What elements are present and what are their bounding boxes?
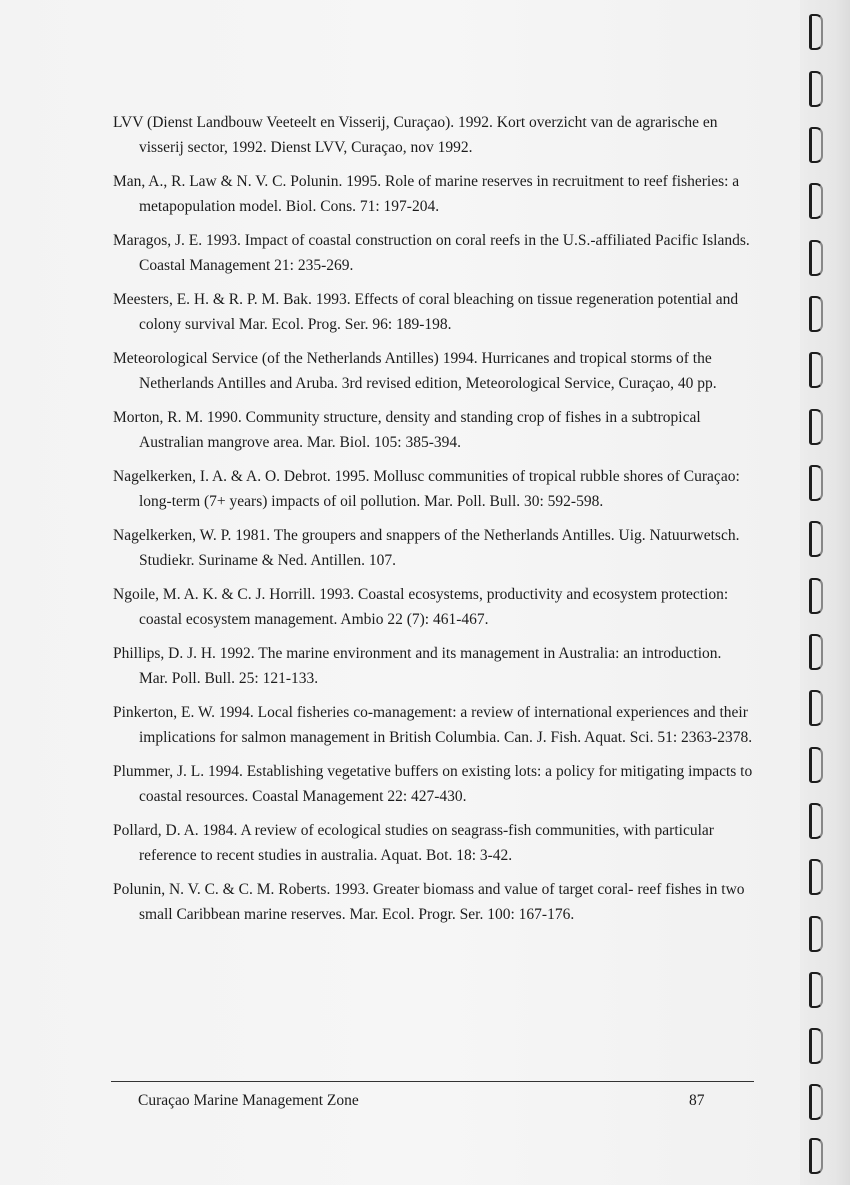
- binding-ring: [809, 521, 823, 557]
- binding-ring: [809, 578, 823, 614]
- binding-ring: [809, 972, 823, 1008]
- reference-entry: Pollard, D. A. 1984. A review of ecological studies on seagrass-fish communities, with particular reference to recent studies in australia. Aquat. Bot. 18: 3-42.: [113, 822, 714, 864]
- reference-entry: Phillips, D. J. H. 1992. The marine environment and its management in Australia: an introduction. Mar. Poll. Bull. 25: 121-133.: [113, 645, 722, 687]
- spiral-binding: [805, 0, 835, 1185]
- footer-title: Curaçao Marine Management Zone: [138, 1092, 359, 1109]
- binding-ring: [809, 465, 823, 501]
- reference-entry: Nagelkerken, I. A. & A. O. Debrot. 1995. Mollusc communities of tropical rubble shores of Curaçao: long-term (7+ years) impacts of oil pollution. Mar. Poll. Bull. 30: 592-598.: [113, 468, 740, 510]
- binding-ring: [809, 1028, 823, 1064]
- reference-entry: Polunin, N. V. C. & C. M. Roberts. 1993. Greater biomass and value of target coral- reef fishes in two small Caribbean marine reserves. Mar. Ecol. Progr. Ser. 100: 167-176.: [113, 881, 745, 923]
- reference-entry: Morton, R. M. 1990. Community structure, density and standing crop of fishes in a subtropical Australian mangrove area. Mar. Biol. 105: 385-394.: [113, 409, 701, 451]
- binding-ring: [809, 127, 823, 163]
- reference-entry: Man, A., R. Law & N. V. C. Polunin. 1995. Role of marine reserves in recruitment to reef fisheries: a metapopulation model. Biol. Cons. 71: 197-204.: [113, 173, 740, 215]
- binding-ring: [809, 859, 823, 895]
- binding-ring: [809, 352, 823, 388]
- reference-entry: Meteorological Service (of the Netherlands Antilles) 1994. Hurricanes and tropical storms of the Netherlands Antilles and Aruba. 3rd revised edition, Meteorological Service, Curaçao, 40 pp.: [113, 350, 717, 392]
- reference-list: [113, 110, 753, 936]
- reference-entry: Meesters, E. H. & R. P. M. Bak. 1993. Effects of coral bleaching on tissue regeneration potential and colony survival Mar. Ecol. Prog. Ser. 96: 189-198.: [113, 291, 739, 333]
- reference-entry: Plummer, J. L. 1994. Establishing vegetative buffers on existing lots: a policy for mitigating impacts to coastal resources. Coastal Management 22: 427-430.: [113, 763, 753, 805]
- reference-entry: LVV (Dienst Landbouw Veeteelt en Visserij, Curaçao). 1992. Kort overzicht van de agrarische en visserij sector, 1992. Dienst LVV, Curaçao, nov 1992.: [113, 114, 718, 156]
- binding-ring: [809, 1084, 823, 1120]
- binding-ring: [809, 634, 823, 670]
- footer-divider: [111, 1081, 754, 1082]
- binding-ring: [809, 916, 823, 952]
- page-number: 87: [689, 1092, 705, 1109]
- binding-ring: [809, 183, 823, 219]
- binding-ring: [809, 803, 823, 839]
- reference-entry: Maragos, J. E. 1993. Impact of coastal construction on coral reefs in the U.S.-affiliated Pacific Islands. Coastal Management 21: 235-269.: [113, 232, 750, 274]
- binding-ring: [809, 240, 823, 276]
- reference-entry: Ngoile, M. A. K. & C. J. Horrill. 1993. Coastal ecosystems, productivity and ecosystem protection: coastal ecosystem management. Ambio 22 (7): 461-467.: [113, 586, 729, 628]
- binding-ring: [809, 690, 823, 726]
- binding-ring: [809, 14, 823, 50]
- binding-ring: [809, 409, 823, 445]
- reference-entry: Nagelkerken, W. P. 1981. The groupers and snappers of the Netherlands Antilles. Uig. Natuurwetsch. Studiekr. Suriname & Ned. Antillen. 107.: [113, 527, 740, 569]
- binding-ring: [809, 1138, 823, 1174]
- reference-entry: Pinkerton, E. W. 1994. Local fisheries co-management: a review of international experiences and their implications for salmon management in British Columbia. Can. J. Fish. Aquat. Sci. 51: 2363-2378.: [113, 704, 753, 746]
- binding-ring: [809, 71, 823, 107]
- binding-ring: [809, 296, 823, 332]
- binding-ring: [809, 747, 823, 783]
